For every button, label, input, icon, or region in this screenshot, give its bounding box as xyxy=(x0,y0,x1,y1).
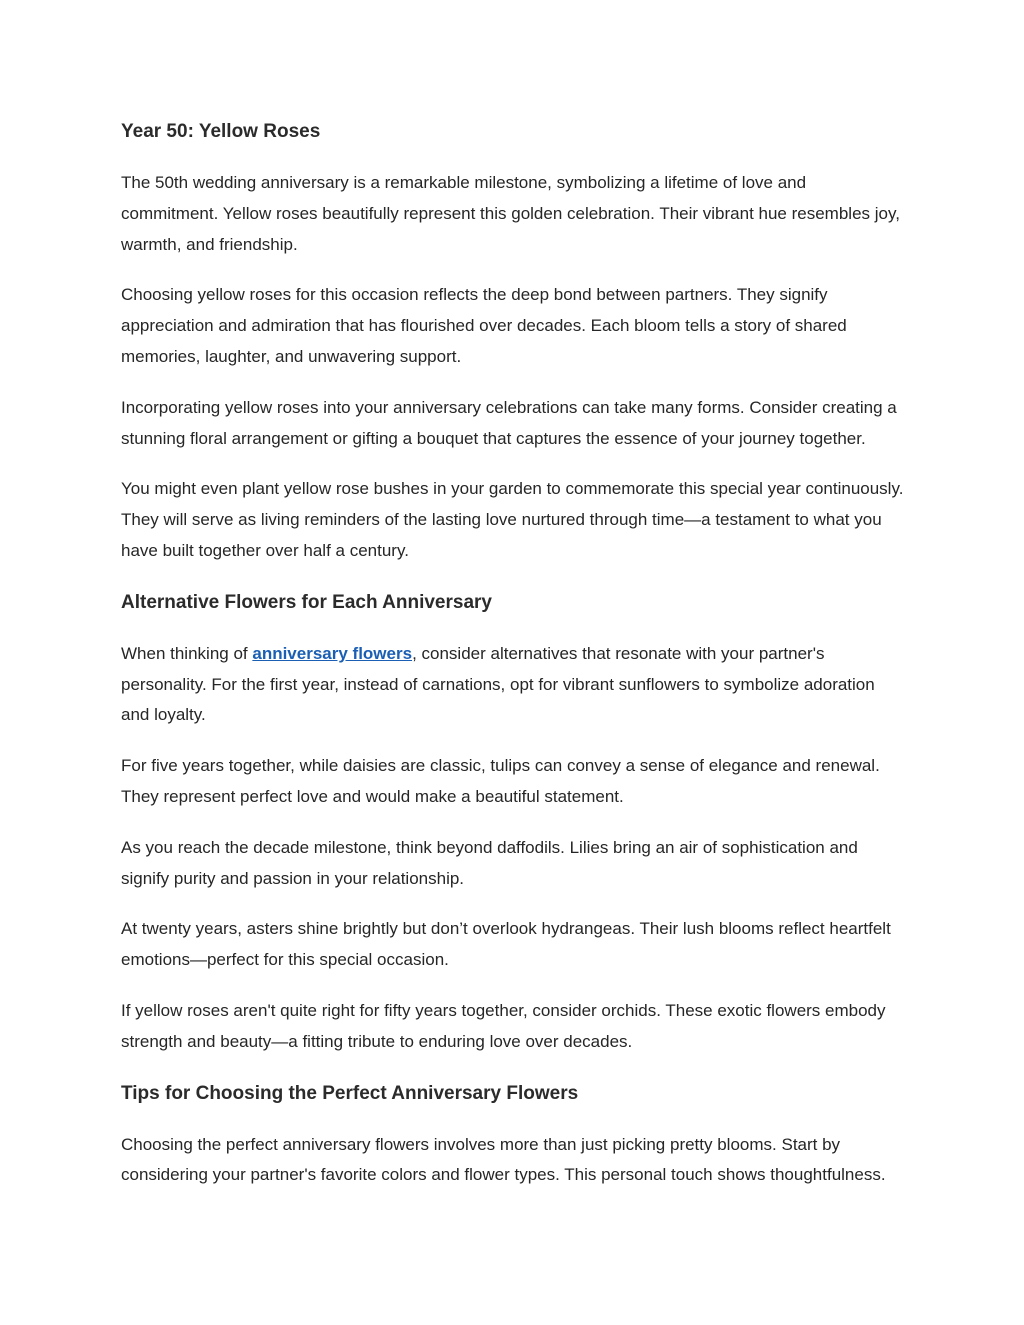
paragraph: You might even plant yellow rose bushes in your garden to commemorate this special year continuously. They will serve as living reminders of the lasting love nurtured through time—a testament to what you have built together over half a century. xyxy=(121,479,904,560)
anniversary-flowers-link[interactable]: anniversary flowers xyxy=(252,643,413,663)
paragraph: Choosing the perfect anniversary flowers involves more than just picking pretty blooms. Start by considering your partner's favorite colors and flower types. This personal touch shows thoughtfulness. xyxy=(121,1134,886,1185)
paragraph: As you reach the decade milestone, think beyond daffodils. Lilies bring an air of sophistication and signify purity and passion in your relationship. xyxy=(121,837,858,888)
paragraph-intro xyxy=(121,639,906,731)
intro-text-before: When thinking of xyxy=(121,643,253,663)
section-tips xyxy=(121,1079,906,1192)
section-alternative-flowers xyxy=(121,588,906,1058)
section-heading: Tips for Choosing the Perfect Anniversary Flowers xyxy=(121,1082,579,1104)
section-heading: Alternative Flowers for Each Anniversary xyxy=(121,591,492,613)
paragraph: If yellow roses aren't quite right for fifty years together, consider orchids. These exotic flowers embody strength and beauty—a fitting tribute to enduring love over decades. xyxy=(121,1000,886,1051)
section-heading: Year 50: Yellow Roses xyxy=(121,121,321,142)
paragraph: For five years together, while daisies are classic, tulips can convey a sense of elegance and renewal. They represent perfect love and would make a beautiful statement. xyxy=(121,756,880,806)
section-year-50 xyxy=(121,117,906,567)
paragraph: Incorporating yellow roses into your anniversary celebrations can take many forms. Consider creating a stunning floral arrangement or gifting a bouquet that captures the essence of your journey together. xyxy=(121,397,897,448)
paragraph: At twenty years, asters shine brightly but don’t overlook hydrangeas. Their lush blooms reflect heartfelt emotions—perfect for this special occasion. xyxy=(121,919,891,970)
paragraph: The 50th wedding anniversary is a remarkable milestone, symbolizing a lifetime of love and commitment. Yellow roses beautifully represent this golden celebration. Their vibrant hue resembles joy, warmth, and friendship. xyxy=(121,173,900,254)
intro-text-after: , consider alternatives that resonate with your partner's personality. For the first year, instead of carnations, opt for vibrant sunflowers to symbolize adoration and loyalty. xyxy=(121,643,875,725)
paragraph: Choosing yellow roses for this occasion reflects the deep bond between partners. They signify appreciation and admiration that has flourished over decades. Each bloom tells a story of shared memories, laughter, and unwavering support. xyxy=(121,285,847,366)
document-page xyxy=(121,117,906,1191)
